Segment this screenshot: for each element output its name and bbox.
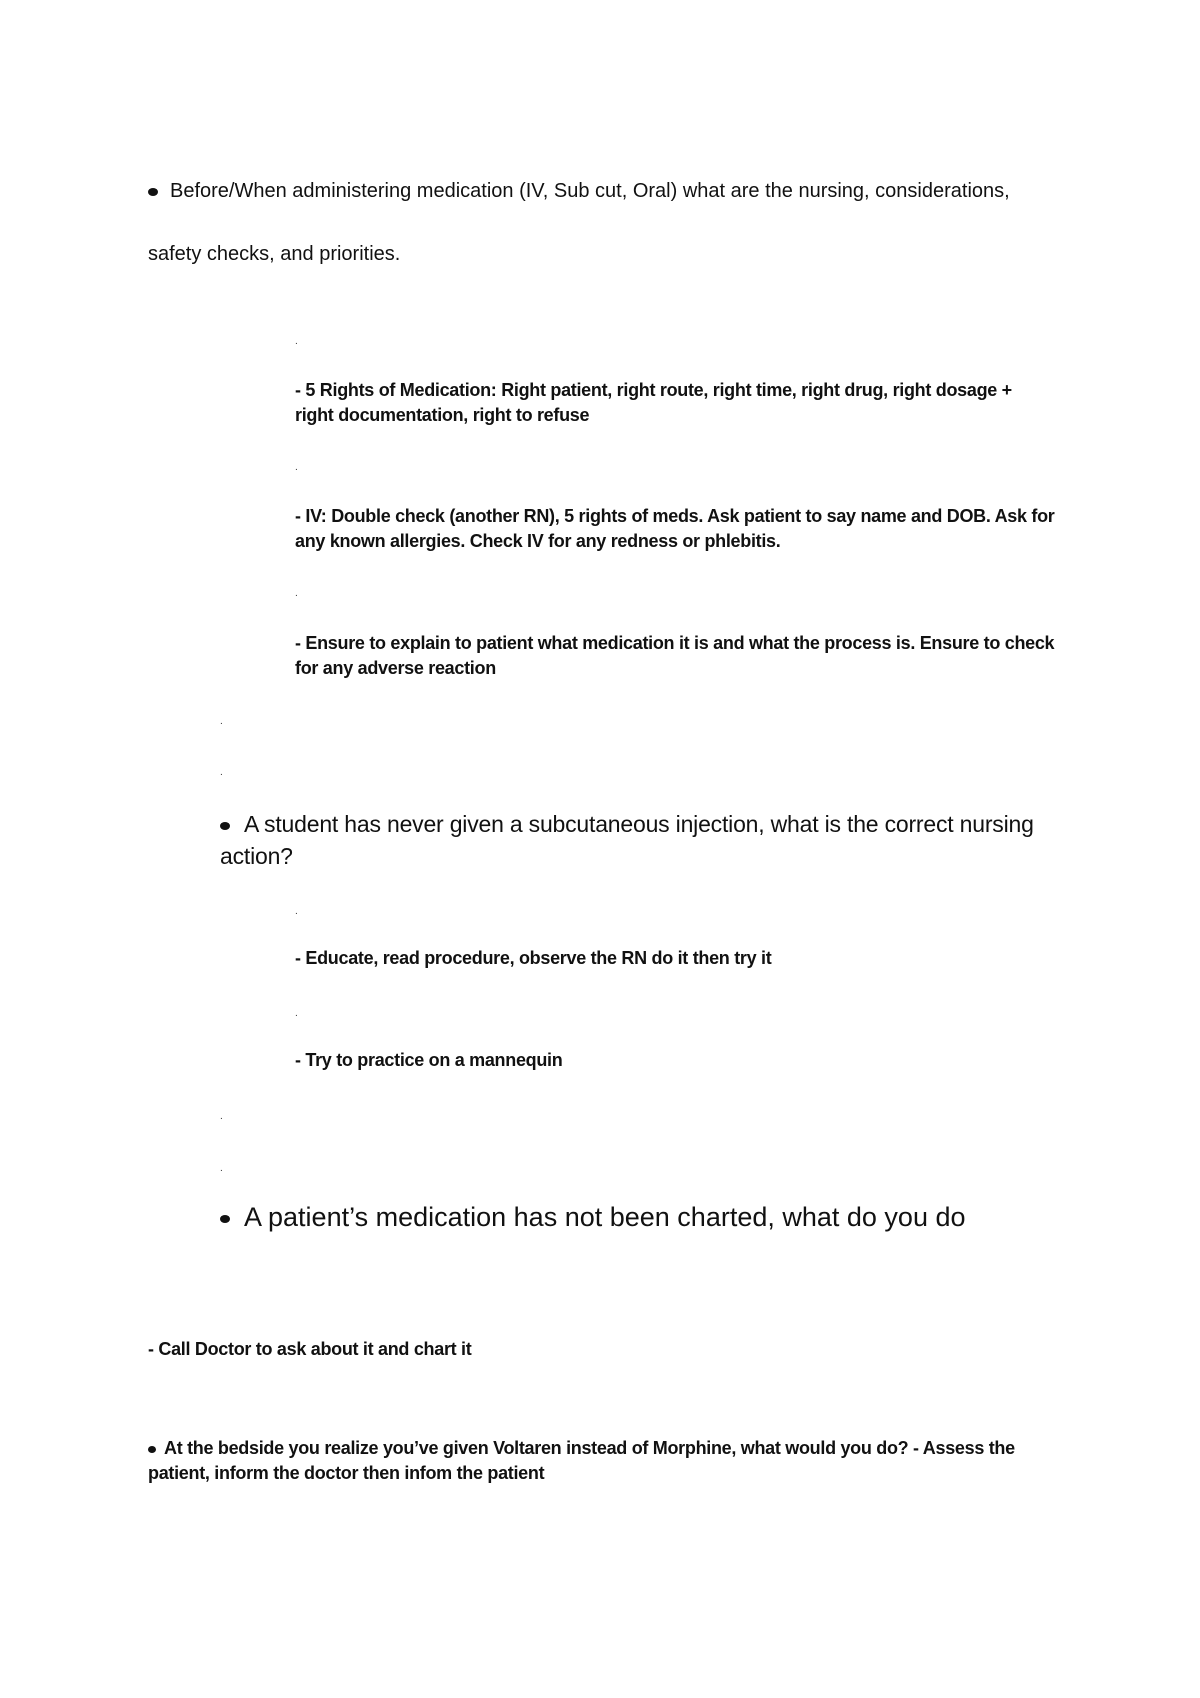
bullet-icon [148,188,158,196]
question-3-text: A patient’s medication has not been charted, what do you do [244,1202,966,1232]
answer-1-3: - Ensure to explain to patient what medication it is and what the process is. Ensure to check for any adverse reaction [295,633,1055,678]
question-3 [220,1200,966,1234]
bullet-icon [220,822,230,830]
spacer-dot: . [295,336,298,347]
question-1-text-line-1: Before/When administering medication (IV, Sub cut, Oral) what are the nursing, considerations, [170,180,1010,202]
answer-2-2: - Try to practice on a mannequin [295,1050,563,1070]
spacer-dot: . [295,462,298,473]
question-4-text: At the bedside you realize you’ve given Voltaren instead of Morphine, what would you do? - Assess the patient, inform the doctor then infom the patient [148,1438,1015,1483]
answer-3: - Call Doctor to ask about it and chart it [148,1339,472,1359]
answer-1-2: - IV: Double check (another RN), 5 rights of meds. Ask patient to say name and DOB. Ask for any known allergies. Check IV for any redness or phlebitis. [295,506,1055,551]
bullet-icon [220,1215,230,1223]
question-1-line-1 [148,179,1010,203]
spacer-dot: . [295,1008,298,1019]
spacer-dot: . [220,716,223,727]
question-2-text: A student has never given a subcutaneous injection, what is the correct nursing action? [220,811,1034,869]
question-2 [220,808,1060,872]
spacer-dot: . [295,906,298,917]
question-1-line-2: safety checks, and priorities. [148,243,401,265]
spacer-dot: . [295,588,298,599]
answer-1-1: - 5 Rights of Medication: Right patient, right route, right time, right drug, right dosage + right documentation, right to refuse [295,380,1012,425]
bullet-icon [148,1446,156,1453]
spacer-dot: . [220,767,223,778]
spacer-dot: . [220,1163,223,1174]
question-4 [148,1436,1048,1486]
answer-2-1: - Educate, read procedure, observe the RN do it then try it [295,948,772,968]
spacer-dot: . [220,1111,223,1122]
